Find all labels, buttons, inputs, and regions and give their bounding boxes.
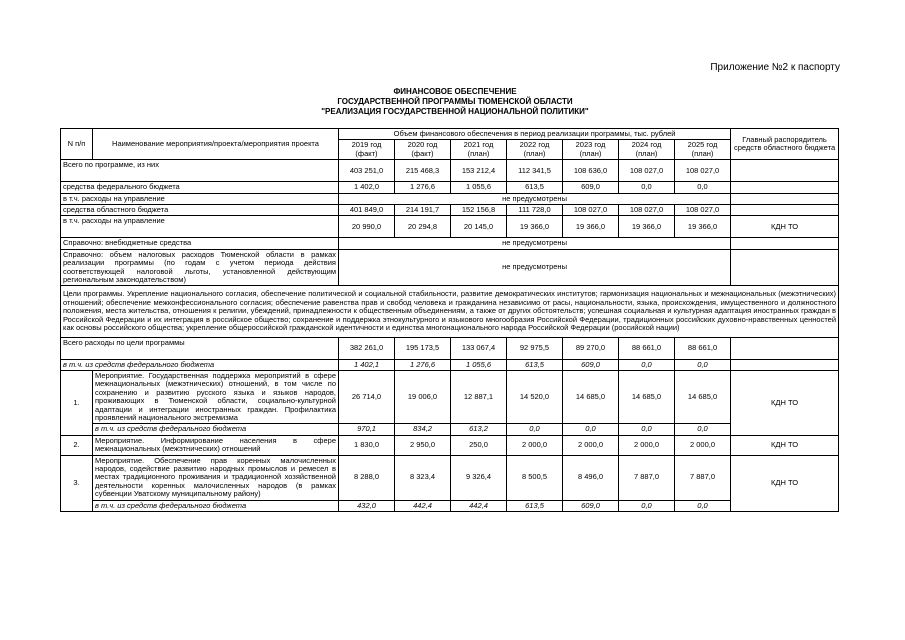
- cell-value: 20 990,0: [339, 216, 395, 238]
- title-line-1: ФИНАНСОВОЕ ОБЕСПЕЧЕНИЕ: [393, 87, 517, 96]
- row-label: в т.ч. из средств федерального бюджета: [61, 359, 339, 370]
- year-header: 2025 год (план): [675, 140, 731, 160]
- cell-value: 8 323,4: [395, 455, 451, 500]
- cell-value: 108 027,0: [563, 205, 619, 216]
- year-header: 2022 год (план): [507, 140, 563, 160]
- cell-distributor: КДН ТО: [731, 435, 839, 455]
- cell-value: 8 288,0: [339, 455, 395, 500]
- cell-value: 0,0: [675, 424, 731, 435]
- cell-value: 7 887,0: [619, 455, 675, 500]
- table-row-total: [61, 160, 839, 182]
- document-title: [230, 87, 680, 117]
- cell-value: 89 270,0: [563, 337, 619, 359]
- table-row-goals: [61, 286, 839, 337]
- table-row-regional: [61, 205, 839, 216]
- cell-value: 12 887,1: [451, 370, 507, 423]
- cell-value: 442,4: [395, 500, 451, 511]
- appendix-label: Приложение №2 к паспорту: [710, 62, 840, 73]
- header-num: N п/п: [61, 129, 93, 160]
- cell-distributor: КДН ТО: [731, 216, 839, 238]
- cell-value: 2 000,0: [563, 435, 619, 455]
- cell-value: 214 191,7: [395, 205, 451, 216]
- cell-value: 834,2: [395, 424, 451, 435]
- cell-value: 92 975,5: [507, 337, 563, 359]
- activity-name: Мероприятие. Обеспечение прав коренных малочисленных народов, содействие развитию народных промыслов и ремесел в местах традиционного проживания и традиционной хозяйственной деятельности коренных малочисленных народов (в рамках субвенции Уватскому муниципальному району): [93, 455, 339, 500]
- header-volume: Объем финансового обеспечения в период реализации программы, тыс. рублей: [339, 129, 731, 140]
- cell-value: 14 685,0: [675, 370, 731, 423]
- cell-not-provided: не предусмотрены: [339, 238, 731, 249]
- cell-value: 0,0: [619, 500, 675, 511]
- cell-value: 613,5: [507, 359, 563, 370]
- cell-value: 19 366,0: [507, 216, 563, 238]
- cell-value: 970,1: [339, 424, 395, 435]
- cell-value: 0,0: [619, 424, 675, 435]
- cell-value: 1 055,6: [451, 359, 507, 370]
- cell-value: 442,4: [451, 500, 507, 511]
- cell-value: 1 402,0: [339, 182, 395, 193]
- cell-value: 111 728,0: [507, 205, 563, 216]
- activity-name: Мероприятие. Информирование населения в сфере межнациональных (межэтнических) отношений: [93, 435, 339, 455]
- row-label: Всего по программе, из них: [61, 160, 339, 182]
- cell-value: 26 714,0: [339, 370, 395, 423]
- title-line-2: ГОСУДАРСТВЕННОЙ ПРОГРАММЫ ТЮМЕНСКОЙ ОБЛАСТИ: [337, 97, 573, 106]
- year-header: 2021 год (план): [451, 140, 507, 160]
- cell-value: 88 661,0: [619, 337, 675, 359]
- header-name: Наименование мероприятия/проекта/мероприятия проекта: [93, 129, 339, 160]
- row-label: в т.ч. из средств федерального бюджета: [93, 500, 339, 511]
- cell-value: 609,0: [563, 500, 619, 511]
- cell-value: 108 636,0: [563, 160, 619, 182]
- table-row-tax: [61, 249, 839, 286]
- table-row-regional-mgmt: [61, 216, 839, 238]
- cell-distributor: [731, 205, 839, 216]
- cell-value: 108 027,0: [675, 160, 731, 182]
- activity-num: 3.: [61, 455, 93, 511]
- cell-value: 0,0: [563, 424, 619, 435]
- cell-value: 0,0: [675, 182, 731, 193]
- cell-value: 382 261,0: [339, 337, 395, 359]
- cell-distributor: [731, 160, 839, 182]
- table-row-goal-total: [61, 337, 839, 359]
- cell-value: 112 341,5: [507, 160, 563, 182]
- year-header: 2023 год (план): [563, 140, 619, 160]
- title-line-3: "РЕАЛИЗАЦИЯ ГОСУДАРСТВЕННОЙ НАЦИОНАЛЬНОЙ ПОЛИТИКИ": [321, 107, 589, 116]
- activity-name: Мероприятие. Государственная поддержка мероприятий в сфере межнациональных (межэтнических) отношений, в том числе по сохранению и развитию русского языка и языков народов, проживающих в Тюменской области, социально-культурной адаптации и интеграции иностранных граждан. Профилактика проявлений национального экстремизма: [93, 370, 339, 423]
- cell-value: 14 685,0: [619, 370, 675, 423]
- cell-distributor: [731, 238, 839, 249]
- table-row-federal: [61, 182, 839, 193]
- row-label: в т.ч. расходы на управление: [61, 193, 339, 204]
- cell-value: 7 887,0: [675, 455, 731, 500]
- table-header-row: [61, 129, 839, 140]
- cell-distributor: [731, 182, 839, 193]
- table-row-goal-federal: [61, 359, 839, 370]
- cell-value: 0,0: [675, 359, 731, 370]
- table-row-activity-1: [61, 370, 839, 423]
- cell-value: 0,0: [507, 424, 563, 435]
- cell-value: 14 685,0: [563, 370, 619, 423]
- cell-value: 9 326,4: [451, 455, 507, 500]
- header-distributor: Главный распорядитель средств областного бюджета: [731, 129, 839, 160]
- row-label: Справочно: объем налоговых расходов Тюменской области в рамках реализации программы (по годам с учетом периода действия соответствующей налоговой льготы, установленной действующим региональным законодательством): [61, 249, 339, 286]
- cell-value: 8 500,5: [507, 455, 563, 500]
- cell-not-provided: не предусмотрены: [339, 193, 731, 204]
- cell-value: 19 366,0: [563, 216, 619, 238]
- row-label: средства федерального бюджета: [61, 182, 339, 193]
- cell-value: 108 027,0: [619, 205, 675, 216]
- financing-table: [60, 128, 839, 512]
- cell-value: 2 950,0: [395, 435, 451, 455]
- table-row-activity-3-federal: [61, 500, 839, 511]
- cell-value: 609,0: [563, 359, 619, 370]
- cell-distributor: КДН ТО: [731, 455, 839, 511]
- cell-value: 613,5: [507, 500, 563, 511]
- cell-value: 195 173,5: [395, 337, 451, 359]
- table-row-activity-1-federal: [61, 424, 839, 435]
- cell-value: 20 294,8: [395, 216, 451, 238]
- row-label: Справочно: внебюджетные средства: [61, 238, 339, 249]
- cell-value: 1 830,0: [339, 435, 395, 455]
- cell-not-provided: не предусмотрены: [339, 249, 731, 286]
- cell-value: 108 027,0: [675, 205, 731, 216]
- cell-distributor: [731, 359, 839, 370]
- cell-distributor: КДН ТО: [731, 370, 839, 435]
- cell-value: 8 496,0: [563, 455, 619, 500]
- cell-distributor: [731, 193, 839, 204]
- cell-value: 1 276,6: [395, 182, 451, 193]
- year-header: 2020 год (факт): [395, 140, 451, 160]
- cell-value: 19 366,0: [675, 216, 731, 238]
- activity-num: 1.: [61, 370, 93, 435]
- goals-text: Цели программы. Укрепление национального согласия, обеспечение политической и социальной стабильности, развитие демократических институтов; гармонизация национальных и межнациональных (межэтнических) отношений; обеспечение межконфессионального согласия; обеспечение равенства прав и свобод человека и гражданина независимо от расы, национальности, языка, происхождения, имущественного и должностного положения, места жительства, отношения к религии, убеждений, принадлежности к общественным объединениям, а также от других обстоятельств; успешная социальная и культурная адаптация иностранных граждан в Российской Федерации и их интеграция в российское общество; сохранение и поддержка этнокультурного и языкового многообразия Российской Федерации, традиционных российских духовно-нравственных ценностей как основы российского общества; укрепление общероссийской гражданской идентичности и единства многонационального народа Российской Федерации (российской нации): [61, 286, 839, 337]
- table-row-federal-mgmt: [61, 193, 839, 204]
- cell-value: 2 000,0: [507, 435, 563, 455]
- row-label: в т.ч. из средств федерального бюджета: [93, 424, 339, 435]
- cell-value: 2 000,0: [619, 435, 675, 455]
- cell-distributor: [731, 249, 839, 286]
- cell-value: 20 145,0: [451, 216, 507, 238]
- cell-value: 88 661,0: [675, 337, 731, 359]
- cell-distributor: [731, 337, 839, 359]
- cell-value: 19 006,0: [395, 370, 451, 423]
- cell-value: 401 849,0: [339, 205, 395, 216]
- cell-value: 613,5: [507, 182, 563, 193]
- cell-value: 613,2: [451, 424, 507, 435]
- cell-value: 108 027,0: [619, 160, 675, 182]
- cell-value: 432,0: [339, 500, 395, 511]
- year-header: 2019 год (факт): [339, 140, 395, 160]
- table-row-offbudget: [61, 238, 839, 249]
- cell-value: 609,0: [563, 182, 619, 193]
- cell-value: 133 067,4: [451, 337, 507, 359]
- row-label: Всего расходы по цели программы: [61, 337, 339, 359]
- cell-value: 1 402,1: [339, 359, 395, 370]
- cell-value: 0,0: [675, 500, 731, 511]
- cell-value: 1 055,6: [451, 182, 507, 193]
- cell-value: 215 468,3: [395, 160, 451, 182]
- year-header: 2024 год (план): [619, 140, 675, 160]
- cell-value: 250,0: [451, 435, 507, 455]
- table-row-activity-3: [61, 455, 839, 500]
- cell-value: 2 000,0: [675, 435, 731, 455]
- cell-value: 0,0: [619, 359, 675, 370]
- table-row-activity-2: [61, 435, 839, 455]
- cell-value: 1 276,6: [395, 359, 451, 370]
- activity-num: 2.: [61, 435, 93, 455]
- row-label: средства областного бюджета: [61, 205, 339, 216]
- cell-value: 152 156,8: [451, 205, 507, 216]
- cell-value: 19 366,0: [619, 216, 675, 238]
- cell-value: 403 251,0: [339, 160, 395, 182]
- cell-value: 14 520,0: [507, 370, 563, 423]
- cell-value: 153 212,4: [451, 160, 507, 182]
- cell-value: 0,0: [619, 182, 675, 193]
- row-label: в т.ч. расходы на управление: [61, 216, 339, 238]
